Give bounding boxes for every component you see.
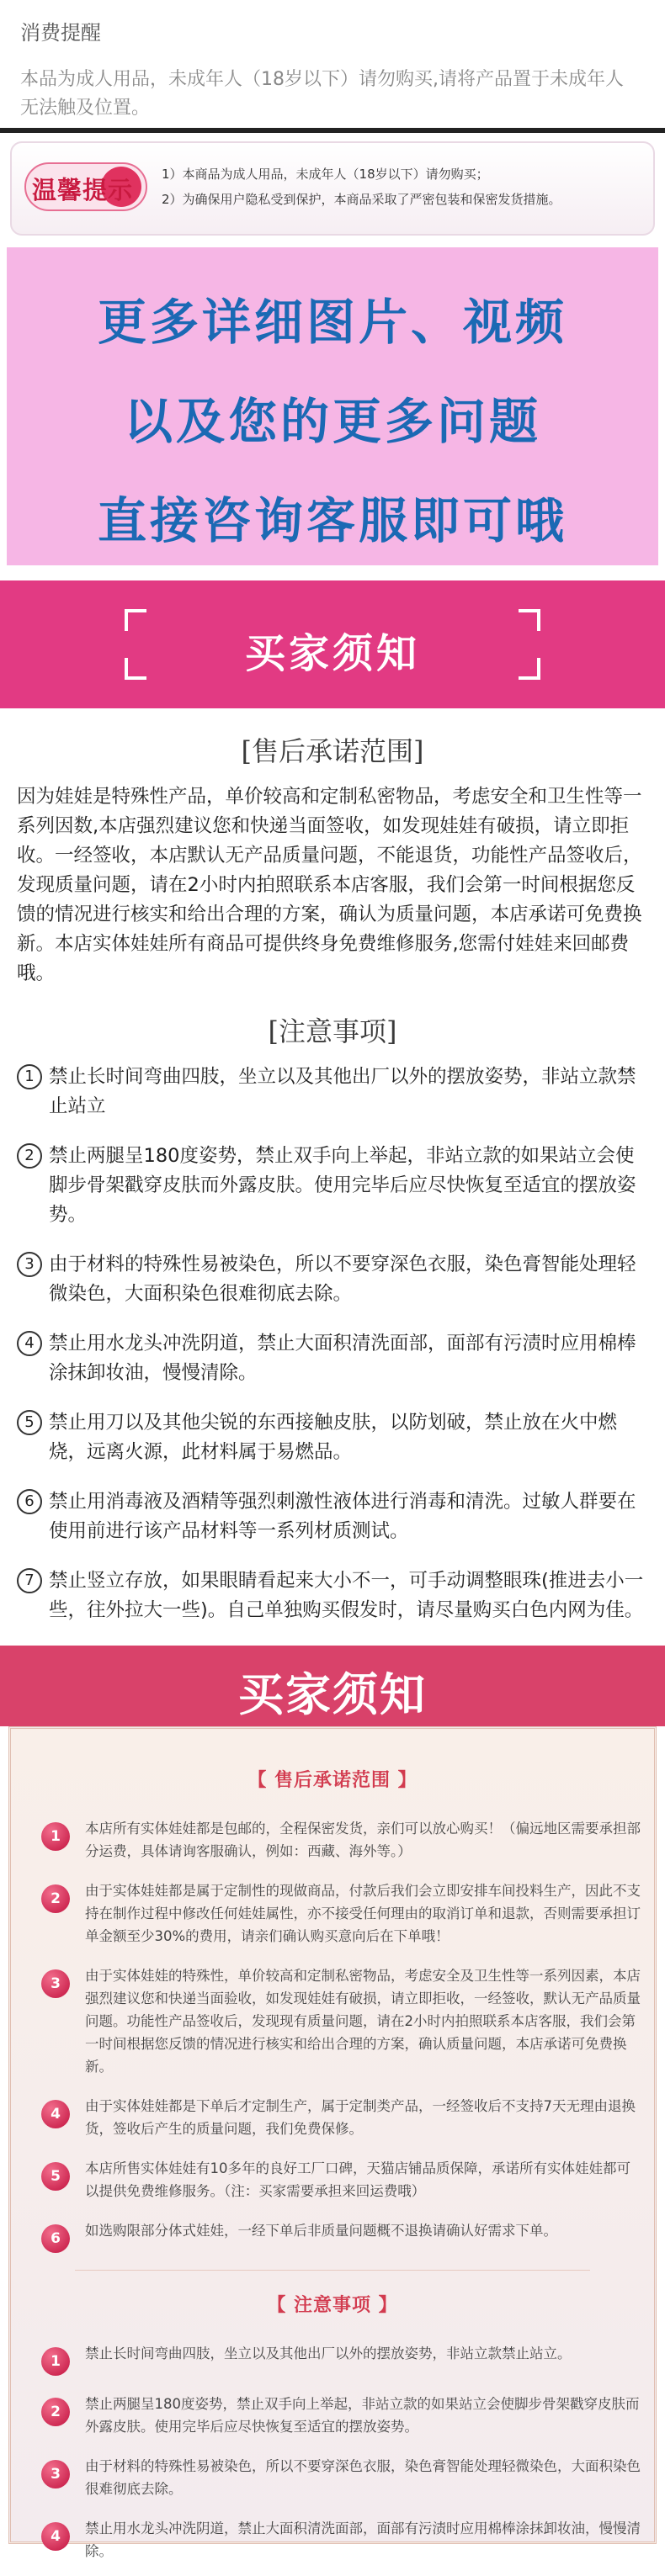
list-item-text: 禁止长时间弯曲四肢，坐立以及其他出厂以外的摆放姿势，非站立款禁止站立。 [85,2345,572,2361]
number-badge: 3 [41,1969,70,1998]
warm-tip-banner [10,141,655,236]
list-item [24,1817,641,1863]
list-item [17,1487,648,1546]
list-item-text: 禁止用消毒液及酒精等强烈刺激性液体进行消毒和清洗。过敏人群要在使用前进行该产品材料等一系列材质测试。 [49,1491,636,1542]
list-item [24,2455,641,2500]
contact-line: 直接咨询客服即可哦 [97,492,567,549]
list-item-text: 由于实体娃娃的特殊性，单价较高和定制私密物品，考虑安全及卫生性等一系列因素，本店强烈建议您和快递当面验收，如发现娃娃有破损，请立即拒收，一经签收，默认无产品质量问题。功能性产品签收后，发现现有质量问题，请在2小时内拍照联系本店客服，我们会第一时间根据您反馈的情况进行核实和给出合理的方案，确认质量问题，本店承诺可免费换新。 [85,1968,641,2075]
title-frame [125,609,540,680]
contact-line: 以及您的更多问题 [123,393,541,450]
list-item-text: 禁止用水龙头冲洗阴道，禁止大面积清洗面部，面部有污渍时应用棉棒涂抹卸妆油，慢慢清除。 [85,2520,641,2559]
consumer-notice-body: 本品为成人用品，未成年人（18岁以下）请勿购买,请将产品置于未成年人无法触及位置。 [20,69,624,119]
number-badge: 4 [17,1331,42,1356]
list-item [17,1566,648,1625]
number-badge: 2 [41,2398,70,2426]
buyer-notice-title-2: 买家须知 [238,1668,427,1721]
number-badge: 6 [17,1489,42,1514]
list-item-text: 禁止用刀以及其他尖锐的东西接触皮肤，以防划破，禁止放在火中燃烧，远离火源，此材料属于易燃品。 [49,1412,618,1463]
list-item-text: 由于实体娃娃都是下单后才定制生产，属于定制类产品，一经签收后不支持7天无理由退换货，签收后产生的质量问题，我们免费保修。 [85,2098,636,2137]
contact-line: 更多详细图片、视频 [97,294,567,351]
consumer-notice [0,0,665,133]
list-item-text: 由于材料的特殊性易被染色，所以不要穿深色衣服，染色膏智能处理轻微染色，大面积染色很难彻底去除。 [49,1254,636,1305]
number-badge: 6 [41,2224,70,2253]
list-item [17,1063,648,1121]
list-item [24,2219,641,2253]
list-item [24,2342,641,2376]
list-item-text: 本店所售实体娃娃有10多年的良好工厂口碑，天猫店铺品质保障，承诺所有实体娃娃都可以提供免费维修服务。（注：买家需要承担来回运费哦） [85,2160,630,2199]
list-item [24,2517,641,2563]
notice-board [8,1726,657,2559]
list-item [17,1250,648,1309]
notes-list [0,1063,665,1625]
number-badge: 4 [41,2100,70,2128]
buyer-notice-title: 买家须知 [244,630,420,677]
notes-tag: 【 注意事项 】 [267,2295,398,2316]
number-badge: 1 [41,2347,70,2376]
list-item-text: 禁止用水龙头冲洗阴道，禁止大面积清洗面部，面部有污渍时应用棉棒涂抹卸妆油，慢慢清除。 [49,1333,636,1384]
list-item-text: 如选购限部分体式娃娃，一经下单后非质量问题概不退换请确认好需求下单。 [85,2223,557,2239]
number-badge: 1 [17,1064,42,1089]
list-item-text: 本店所有实体娃娃都是包邮的，全程保密发货，亲们可以放心购买！（偏远地区需要承担部分运费，具体请询客服确认，例如：西藏、海外等。） [85,1821,641,1859]
after-sales-tag: 【 售后承诺范围 】 [247,1770,418,1791]
list-item [24,2157,641,2202]
after-sales-text: 因为娃娃是特殊性产品，单价较高和定制私密物品，考虑安全和卫生性等一系列因数,本店强烈建议您和快递当面签收，如发现娃娃有破损，请立即拒收。一经签收，本店默认无产品质量问题，不能退货，功能性产品签收后，发现质量问题，请在2小时内拍照联系本店客服，我们会第一时间根据您反馈的情况进行核实和给出合理的方案，确认为质量问题，本店承诺可免费换新。本店实体娃娃所有商品可提供终身免费维修服务,您需付娃娃来回邮费哦。 [17,786,642,984]
list-item-text: 禁止长时间弯曲四肢，坐立以及其他出厂以外的摆放姿势，非站立款禁止站立 [49,1066,636,1117]
after-sales-heading: [售后承诺范围] [241,735,424,767]
divider [0,128,665,133]
number-badge: 5 [17,1410,42,1435]
list-item [17,1408,648,1467]
number-badge: 1 [41,1822,70,1851]
list-item [24,2393,641,2438]
list-item-text: 禁止两腿呈180度姿势，禁止双手向上举起，非站立款的如果站立会使脚步骨架戳穿皮肤而外露皮肤。使用完毕后应尽快恢复至适宜的摆放姿势。 [85,2396,640,2435]
list-item-text: 由于实体娃娃都是属于定制性的现做商品，付款后我们会立即安排车间投料生产，因此不支持在制作过程中修改任何娃娃属性，亦不接受任何理由的取消订单和退款，否则需要承担订单金额至少30%的费用，请亲们确认购买意向后在下单哦！ [85,1883,641,1944]
warm-tip-line: 1）本商品为成人用品，未成年人（18岁以下）请勿购买； [162,167,489,182]
warm-tip-line: 2）为确保用户隐私受到保护，本商品采取了严密包装和保密发货措施。 [162,192,561,207]
list-item-text: 由于材料的特殊性易被染色，所以不要穿深色衣服，染色膏智能处理轻微染色，大面积染色很难彻底去除。 [85,2458,641,2497]
list-item [24,2095,641,2140]
list-item [24,1964,641,2078]
number-badge: 7 [17,1568,42,1593]
buyer-notice-banner-2 [0,1646,665,1726]
number-badge: 4 [41,2522,70,2551]
buyer-notice-banner [0,580,665,708]
number-badge: 3 [17,1252,42,1277]
number-badge: 3 [41,2460,70,2489]
warm-tip-lines [162,162,645,212]
list-item-text: 禁止竖立存放，如果眼睛看起来大小不一，可手动调整眼珠(推进去小一些，往外拉大一些)。自己单独购买假发时，请尽量购买白色内网为佳。 [49,1570,644,1621]
warm-tip-badge-text: 温馨提示 [32,176,134,204]
list-item [17,1142,648,1230]
consumer-notice-title: 消费提醒 [20,21,101,45]
list-item-text: 禁止两腿呈180度姿势，禁止双手向上举起，非站立款的如果站立会使脚步骨架戳穿皮肤而外露皮肤。使用完毕后应尽快恢复至适宜的摆放姿势。 [49,1145,636,1226]
number-badge: 2 [17,1143,42,1169]
number-badge: 2 [41,1884,70,1913]
notes-heading: [注意事项] [268,1015,397,1047]
number-badge: 5 [41,2162,70,2191]
list-item [24,1879,641,1948]
list-item [17,1329,648,1388]
divider [75,2270,590,2271]
contact-service-banner [7,247,658,565]
